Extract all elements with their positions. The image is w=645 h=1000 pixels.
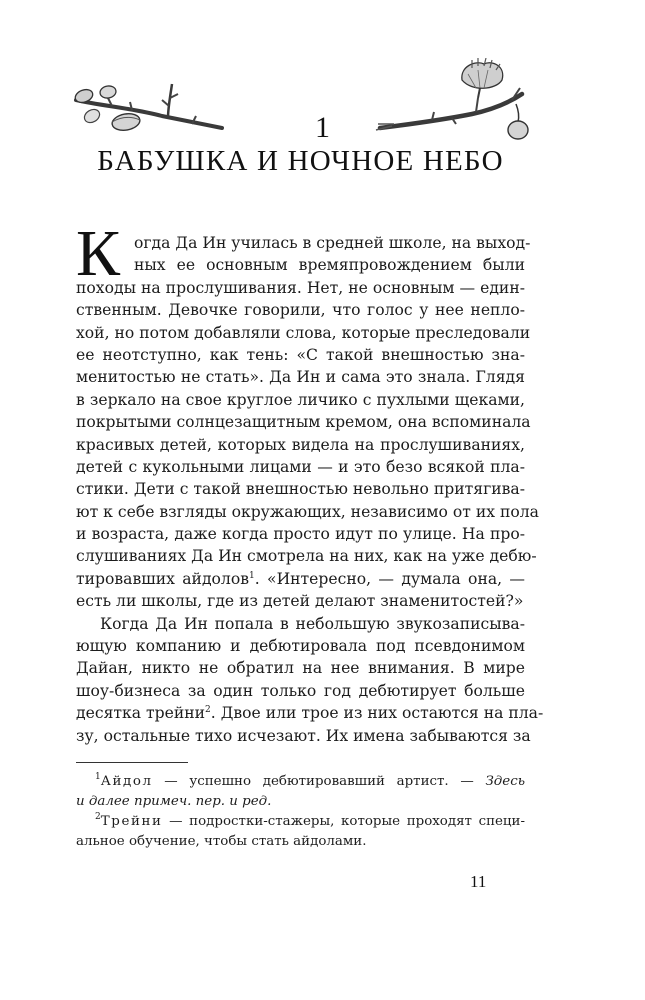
- chapter-title: БАБУШКА И НОЧНОЕ НЕБО: [97, 145, 504, 177]
- footnote-separator: [76, 762, 188, 763]
- text-line: покрытыми солнцезащитным кремом, она вспоминала: [76, 413, 531, 432]
- text-line: ственным. Девочке говорили, что голос у нее непло-: [76, 301, 525, 320]
- text-line: в зеркало на свое круглое личико с пухлыми щеками,: [76, 390, 525, 409]
- footnote-1-cont: и далее примеч. пер. и ред.: [76, 794, 272, 809]
- text-fragment: . Двое или трое из них остаются на пла-: [210, 704, 544, 723]
- footnote-term: Айдол: [100, 774, 153, 789]
- drop-cap: К: [76, 217, 121, 290]
- text-line: огда Да Ин училась в средней школе, на выход-: [134, 234, 531, 252]
- text-line: детей с кукольными лицами — и это безо всякой пла-: [76, 457, 525, 476]
- text-line: Дайан, никто не обратил на нее внимания. В мире: [76, 659, 525, 678]
- chapter-number: 1: [315, 111, 330, 144]
- footnotes: [76, 772, 525, 852]
- footnote-text: — подростки-стажеры, которые проходят специ-: [162, 814, 525, 829]
- footnote-2: [76, 812, 525, 832]
- text-fragment: десятка трейни: [76, 704, 206, 723]
- footnote-italic: Здесь: [485, 774, 525, 789]
- footnote-marker: 1: [95, 772, 101, 782]
- text-fragment: . «Интересно, — думала она, —: [254, 569, 525, 588]
- text-line: ющую компанию и дебютировала под псевдонимом: [76, 637, 525, 656]
- text-line: зу, остальные тихо исчезают. Их имена забываются за: [76, 726, 531, 745]
- text-line: шоу-бизнеса за один только год дебютирует больше: [76, 681, 525, 700]
- footnote-2-cont: альное обучение, чтобы стать айдолами.: [76, 834, 367, 849]
- text-line: [76, 568, 525, 590]
- text-line: менитостью не стать». Да Ин и сама это знала. Глядя: [76, 368, 525, 387]
- page-number: 11: [470, 872, 487, 891]
- footnote-text: — успешно дебютировавший артист. —: [152, 774, 486, 789]
- text-line: ных ее основным времяпровождением были: [134, 256, 525, 275]
- text-line: слушиваниях Да Ин смотрела на них, как на уже дебю-: [76, 547, 537, 566]
- footnote-marker: 2: [95, 812, 101, 822]
- text-line: красивых детей, которых видела на прослушиваниях,: [76, 435, 525, 454]
- text-line: Когда Да Ин попала в небольшую звукозаписыва-: [100, 614, 525, 633]
- text-line: походы на прослушивания. Нет, не основным — един-: [76, 278, 525, 297]
- footnote-term: Трейни: [100, 814, 163, 829]
- body-text: [76, 232, 544, 747]
- footnote-1: [76, 772, 525, 792]
- footnote-ref-2[interactable]: 2: [205, 705, 211, 716]
- text-line: хой, но потом добавляли слова, которые преследовали: [76, 323, 531, 342]
- text-fragment: тировавших айдолов: [76, 569, 250, 588]
- text-line: и возраста, даже когда просто идут по улице. На про-: [76, 525, 525, 544]
- text-line: есть ли школы, где из детей делают знаменитостей?»: [76, 592, 524, 611]
- text-line: ее неотступно, как тень: «С такой внешностью зна-: [76, 345, 525, 364]
- text-line: ют к себе взгляды окружающих, независимо от их пола: [76, 502, 539, 521]
- text-line: [76, 702, 544, 724]
- footnote-ref-1[interactable]: 1: [249, 570, 255, 581]
- text-line: стики. Дети с такой внешностью невольно притягива-: [76, 480, 525, 499]
